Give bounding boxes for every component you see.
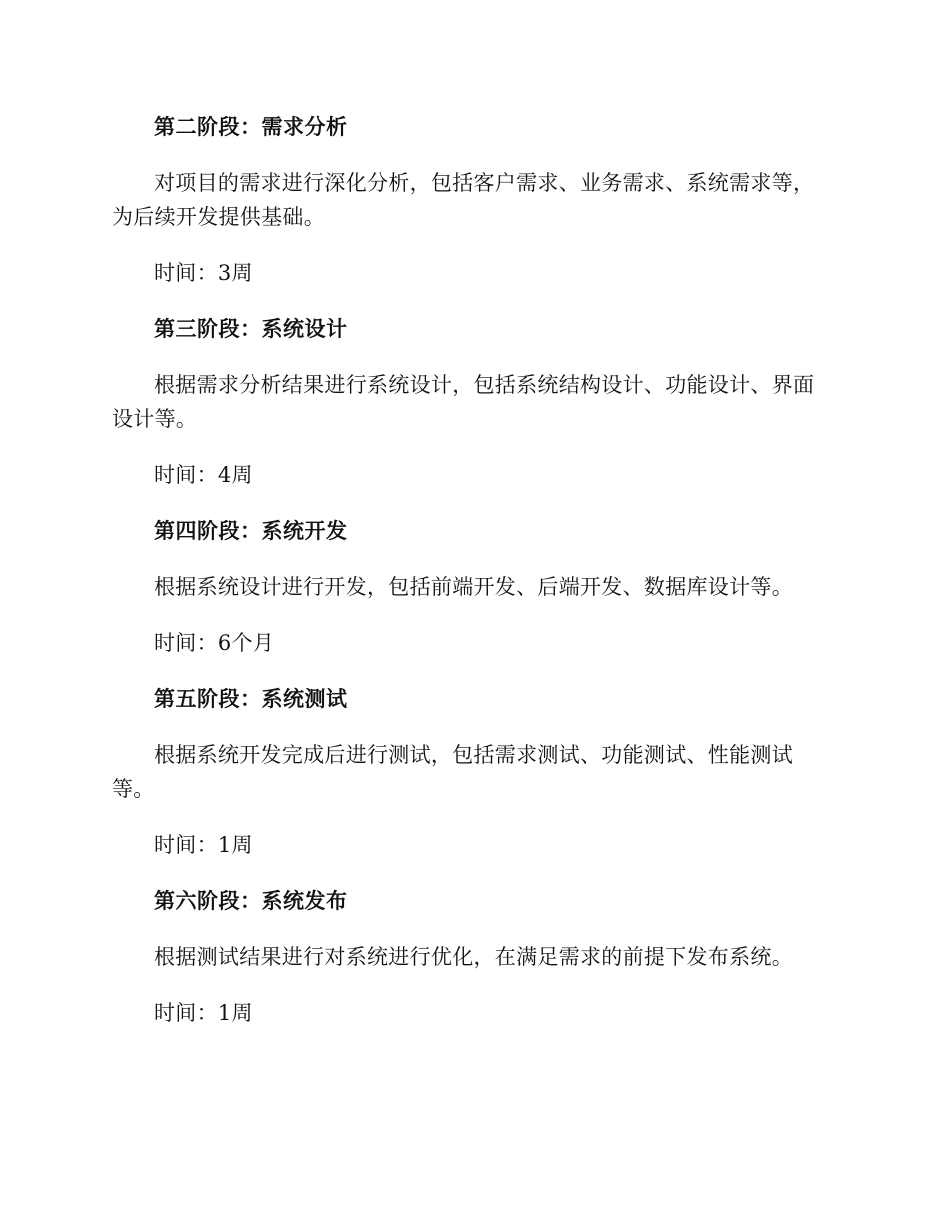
section-time: 时间：6个月: [154, 631, 275, 655]
section-stage-3: [112, 312, 832, 492]
section-body: 对项目的需求进行深化分析，包括客户需求、业务需求、系统需求等，为后续开发提供基础。: [112, 171, 815, 229]
section-stage-4: [112, 514, 832, 660]
section-body: 根据需求分析结果进行系统设计，包括系统结构设计、功能设计、界面设计等。: [112, 373, 815, 431]
section-heading: 第三阶段：系统设计: [154, 316, 348, 341]
section-stage-5: [112, 682, 832, 862]
section-heading: 第六阶段：系统发布: [154, 888, 348, 913]
section-stage-2: [112, 110, 832, 290]
section-heading: 第四阶段：系统开发: [154, 518, 348, 543]
section-time: 时间：1周: [154, 833, 253, 857]
section-body: 根据系统设计进行开发，包括前端开发、后端开发、数据库设计等。: [154, 575, 793, 599]
section-time: 时间：3周: [154, 261, 253, 285]
section-heading: 第二阶段：需求分析: [154, 114, 348, 139]
document-content: [112, 110, 832, 1052]
section-stage-6: [112, 884, 832, 1030]
section-body: 根据系统开发完成后进行测试，包括需求测试、功能测试、性能测试等。: [112, 743, 793, 801]
section-time: 时间：1周: [154, 1001, 253, 1025]
section-body: 根据测试结果进行对系统进行优化，在满足需求的前提下发布系统。: [154, 945, 793, 969]
section-time: 时间：4周: [154, 463, 253, 487]
section-heading: 第五阶段：系统测试: [154, 686, 348, 711]
